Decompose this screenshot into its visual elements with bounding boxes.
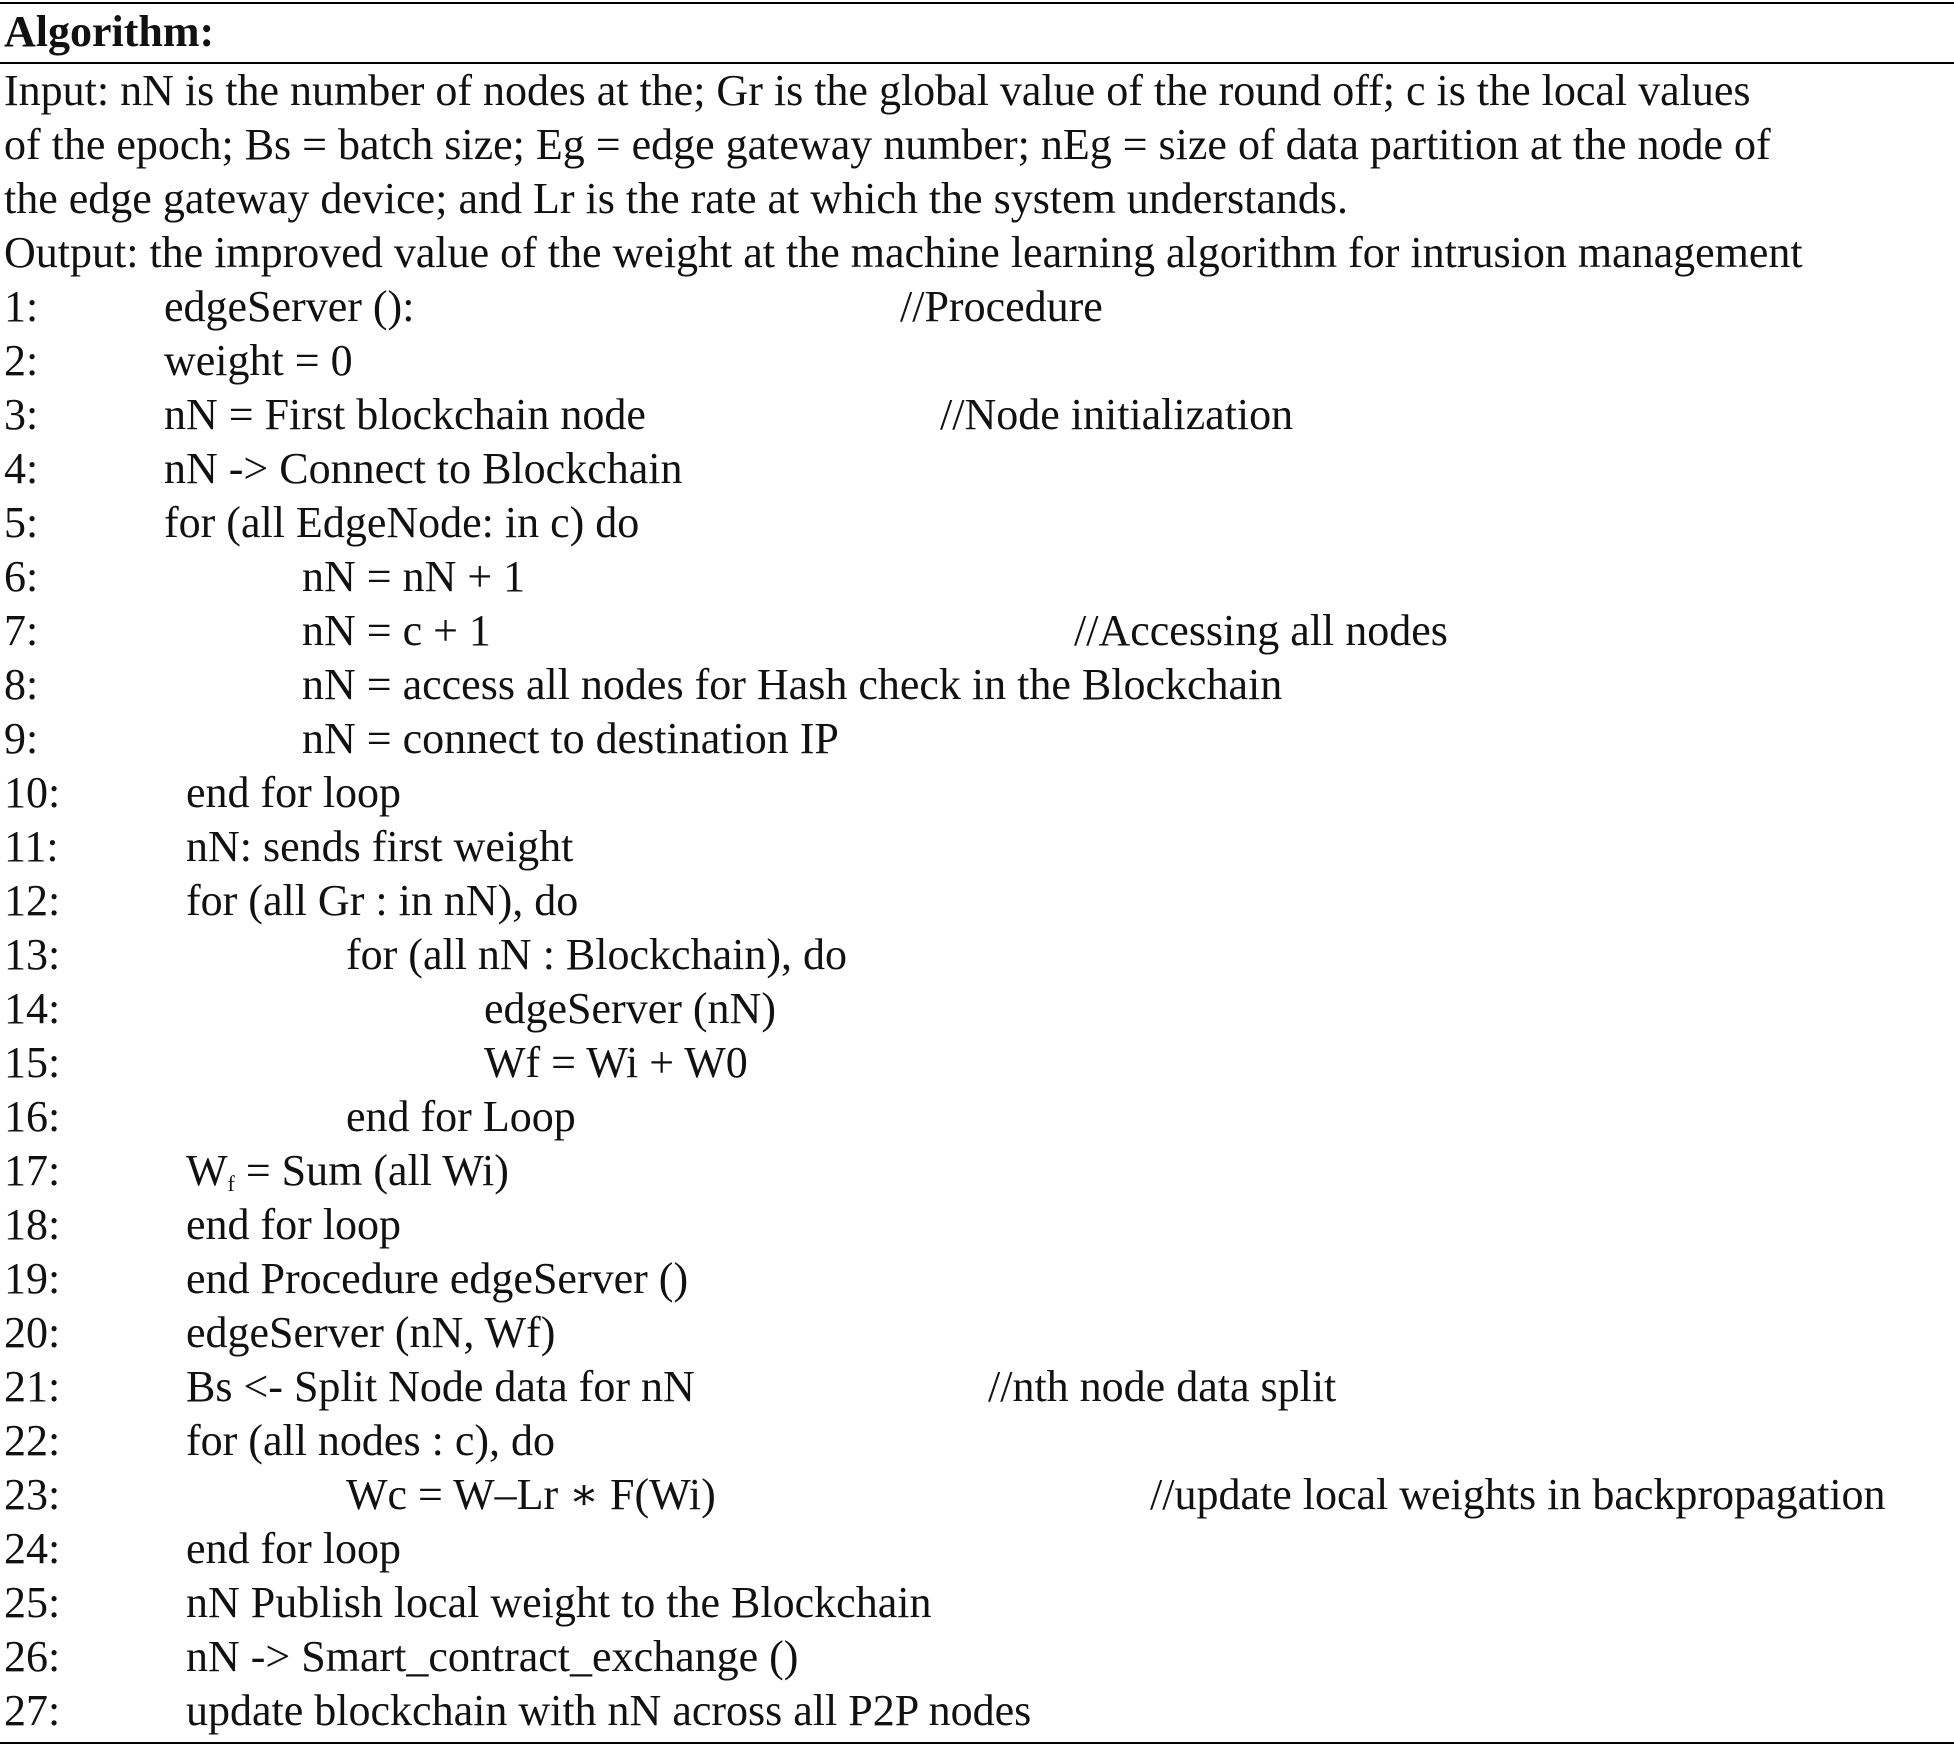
line-comment: //Node initialization: [940, 390, 1294, 439]
line-statement: edgeServer (nN, Wf): [186, 1308, 556, 1357]
line-number: 2:: [4, 336, 39, 385]
line-statement: edgeServer ():: [164, 282, 415, 331]
line-number: 16:: [4, 1092, 61, 1141]
line-number: 18:: [4, 1200, 61, 1249]
line-number: 7:: [4, 606, 39, 655]
line-statement: Bs <- Split Node data for nN: [186, 1362, 695, 1411]
output-line: Output: the improved value of the weight at the machine learning algorithm for intrusion management: [4, 228, 1803, 277]
algorithm-line: [0, 982, 1954, 1036]
line-statement: end Procedure edgeServer (): [186, 1254, 689, 1303]
line-number: 6:: [4, 552, 39, 601]
line-statement: nN -> Smart_contract_exchange (): [186, 1632, 799, 1681]
line-number: 5:: [4, 498, 39, 547]
algorithm-line: [0, 1144, 1954, 1198]
algorithm-line: [0, 604, 1954, 658]
line-number: 22:: [4, 1416, 61, 1465]
line-number: 10:: [4, 768, 61, 817]
algorithm-line: [0, 928, 1954, 982]
line-statement: edgeServer (nN): [484, 984, 776, 1033]
line-statement: Wf = Wi + W0: [484, 1038, 748, 1087]
input-line-1: Input: nN is the number of nodes at the; Gr is the global value of the round off; c is the local values: [4, 66, 1751, 115]
top-rule: [0, 2, 1954, 4]
line-statement: Wc = W–Lr ∗ F(Wi): [346, 1470, 716, 1519]
line-number: 23:: [4, 1470, 61, 1519]
line-number: 21:: [4, 1362, 61, 1411]
line-number: 24:: [4, 1524, 61, 1573]
line-statement: nN: sends first weight: [186, 822, 574, 871]
line-number: 11:: [4, 822, 59, 871]
line-statement: for (all Gr : in nN), do: [186, 876, 579, 925]
line-number: 27:: [4, 1686, 61, 1735]
algorithm-line: [0, 442, 1954, 496]
line-number: 20:: [4, 1308, 61, 1357]
algorithm-line: [0, 1090, 1954, 1144]
line-statement: for (all EdgeNode: in c) do: [164, 498, 640, 547]
line-comment: //nth node data split: [988, 1362, 1337, 1411]
line-statement: for (all nodes : c), do: [186, 1416, 555, 1465]
weight-symbol: W: [186, 1146, 228, 1195]
line-comment: //Procedure: [900, 282, 1103, 331]
algorithm-line: [0, 874, 1954, 928]
algorithm-line: [0, 334, 1954, 388]
line-statement: end for loop: [186, 768, 402, 817]
algorithm-line: [0, 388, 1954, 442]
line-number: 1:: [4, 282, 39, 331]
line-comment: //Accessing all nodes: [1074, 606, 1448, 655]
algorithm-line: [0, 1306, 1954, 1360]
algorithm-line: [0, 496, 1954, 550]
line-number: 4:: [4, 444, 39, 493]
algorithm-line: [0, 1468, 1954, 1522]
algorithm-line: [0, 1252, 1954, 1306]
algorithm-line: [0, 820, 1954, 874]
algorithm-line: [0, 1630, 1954, 1684]
input-line-2: of the epoch; Bs = batch size; Eg = edge gateway number; nEg = size of data partition at the node of: [4, 120, 1771, 169]
algorithm-line: [0, 658, 1954, 712]
bottom-rule: [0, 1742, 1954, 1744]
line-statement: nN = nN + 1: [302, 552, 526, 601]
line-statement: for (all nN : Blockchain), do: [346, 930, 847, 979]
line-number: 8:: [4, 660, 39, 709]
line-number: 13:: [4, 930, 61, 979]
weight-subscript: f: [227, 1171, 235, 1196]
algorithm-line: [0, 280, 1954, 334]
line-number: 3:: [4, 390, 39, 439]
line-statement: end for loop: [186, 1524, 402, 1573]
line-number: 15:: [4, 1038, 61, 1087]
line-number: 19:: [4, 1254, 61, 1303]
algorithm-line: [0, 1036, 1954, 1090]
line-statement: end for loop: [186, 1200, 402, 1249]
line-statement: nN = c + 1: [302, 606, 491, 655]
algorithm-line: [0, 766, 1954, 820]
algorithm-line: [0, 1360, 1954, 1414]
line-number: 12:: [4, 876, 61, 925]
line-number: 26:: [4, 1632, 61, 1681]
line-number: 25:: [4, 1578, 61, 1627]
line-number: 9:: [4, 714, 39, 763]
line-number: 17:: [4, 1146, 61, 1195]
algorithm-title: Algorithm:: [4, 7, 215, 56]
line-statement: end for Loop: [346, 1092, 576, 1141]
algorithm-line: [0, 1684, 1954, 1738]
line-comment: //update local weights in backpropagation: [1150, 1470, 1886, 1519]
line-statement: nN = First blockchain node: [164, 390, 646, 439]
line-statement: nN = connect to destination IP: [302, 714, 839, 763]
line-statement: nN -> Connect to Blockchain: [164, 444, 683, 493]
weight-expression: = Sum (all Wi): [234, 1146, 509, 1195]
algorithm-line: [0, 1522, 1954, 1576]
algorithm-line: [0, 712, 1954, 766]
algorithm-line: [0, 1198, 1954, 1252]
line-statement: nN Publish local weight to the Blockchain: [186, 1578, 932, 1627]
line-number: 14:: [4, 984, 61, 1033]
algorithm-line: [0, 1414, 1954, 1468]
algorithm-line: [0, 1576, 1954, 1630]
input-line-3: the edge gateway device; and Lr is the rate at which the system understands.: [4, 174, 1348, 223]
line-statement: nN = access all nodes for Hash check in the Blockchain: [302, 660, 1283, 709]
line-statement: update blockchain with nN across all P2P nodes: [186, 1686, 1032, 1735]
algorithm-line: [0, 550, 1954, 604]
line-statement: weight = 0: [164, 336, 353, 385]
